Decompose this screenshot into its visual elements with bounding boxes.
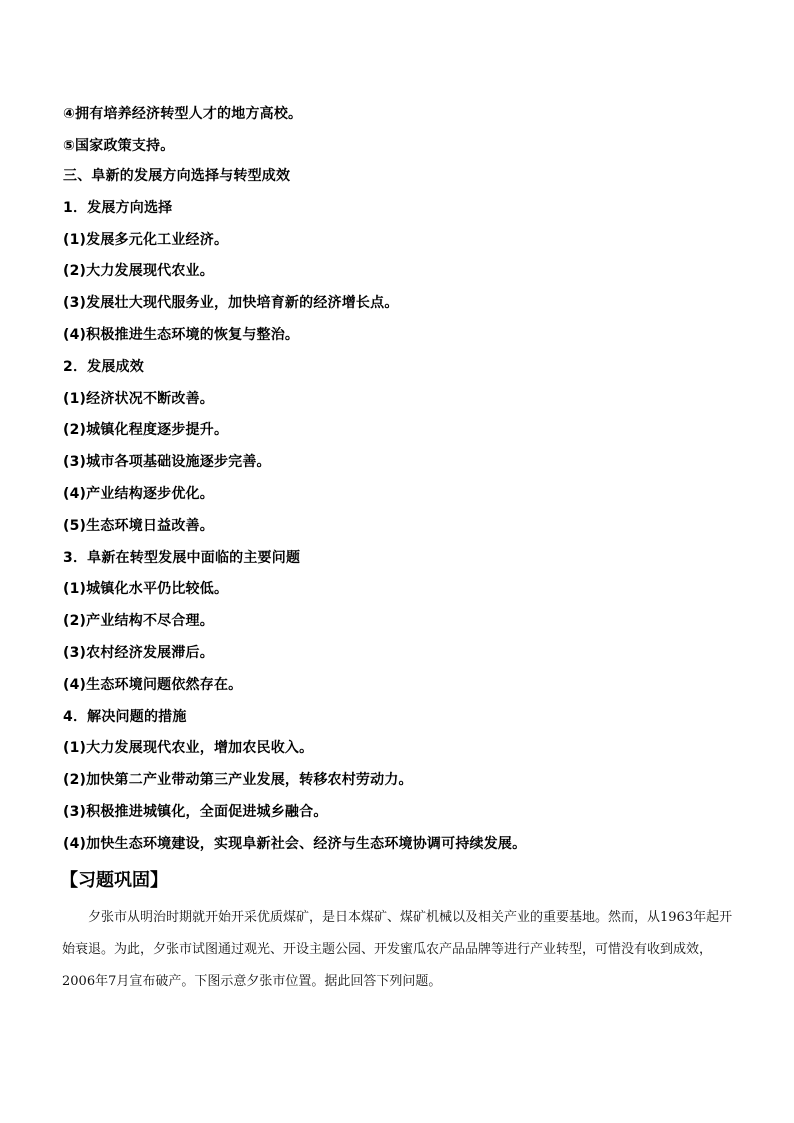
text-line: (2)大力发展现代农业。 xyxy=(63,263,214,279)
text-line: (3)积极推进城镇化，全面促进城乡融合。 xyxy=(63,804,328,820)
text-line: (4)积极推进生态环境的恢复与整治。 xyxy=(63,327,300,343)
text-line: (4)产业结构逐步优化。 xyxy=(63,486,214,502)
subsection-heading: 4．解决问题的措施 xyxy=(63,709,187,725)
text-line: (3)发展壮大现代服务业，加快培育新的经济增长点。 xyxy=(63,295,399,311)
text-line: (1)发展多元化工业经济。 xyxy=(63,232,229,248)
section-heading: 三、阜新的发展方向选择与转型成效 xyxy=(63,168,291,184)
text-line: ⑤国家政策支持。 xyxy=(63,138,175,154)
text-line: (2)产业结构不尽合理。 xyxy=(63,613,214,629)
text-line: (2)加快第二产业带动第三产业发展，转移农村劳动力。 xyxy=(63,772,413,788)
text-line: (1)经济状况不断改善。 xyxy=(63,391,214,407)
text-line: (3)城市各项基础设施逐步完善。 xyxy=(63,454,271,470)
text-line: (1)大力发展现代农业，增加农民收入。 xyxy=(63,740,314,756)
subsection-heading: 2．发展成效 xyxy=(63,359,144,375)
exercise-paragraph: 夕张市从明治时期就开始开采优质煤矿，是日本煤矿、煤矿机械以及相关产业的重要基地。然而，从1963年起开始衰退。为此，夕张市试图通过观光、开设主题公园、开发蜜瓜农产品品牌等进行产业转型，可惜没有收到成效，2006年7月宣布破产。下图示意夕张市位置。据此回答下列问题。 xyxy=(62,910,733,989)
text-line: (3)农村经济发展滞后。 xyxy=(63,645,214,661)
text-line: (1)城镇化水平仍比较低。 xyxy=(63,581,229,597)
text-line: ④拥有培养经济转型人才的地方高校。 xyxy=(63,106,303,122)
subsection-heading: 3．阜新在转型发展中面临的主要问题 xyxy=(63,550,301,566)
exercise-heading: 【习题巩固】 xyxy=(60,870,168,891)
text-line: (2)城镇化程度逐步提升。 xyxy=(63,422,229,438)
subsection-heading: 1．发展方向选择 xyxy=(63,200,173,216)
text-line: (4)加快生态环境建设，实现阜新社会、经济与生态环境协调可持续发展。 xyxy=(63,836,527,852)
text-line: (4)生态环境问题依然存在。 xyxy=(63,677,243,693)
text-line: (5)生态环境日益改善。 xyxy=(63,518,214,534)
